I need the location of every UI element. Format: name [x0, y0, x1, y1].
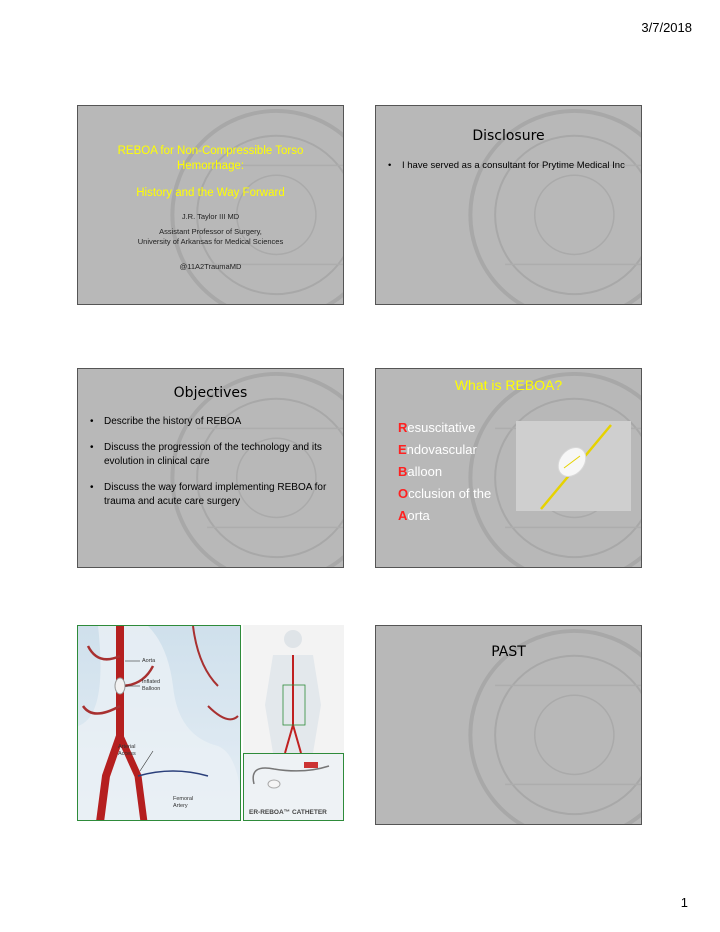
author-name: J.R. Taylor III MD: [181, 212, 240, 221]
acronym-letter: R: [398, 420, 408, 435]
slide-disclosure: [375, 105, 642, 305]
list-item: [90, 481, 335, 509]
aorta-anatomy-illustration: [77, 625, 241, 821]
bullet-icon: •: [90, 416, 94, 427]
title-line-2: Hemorrhage:: [176, 160, 245, 172]
slide-what-is-reboa: [375, 368, 642, 568]
acronym-line: [398, 483, 491, 505]
acronym-word: ndovascular: [406, 442, 477, 457]
label-balloon: Balloon: [142, 686, 161, 692]
objectives-list: [90, 415, 335, 521]
slide-heading: Objectives: [173, 385, 248, 401]
catheter-label: ER-REBOA™ CATHETER: [249, 809, 327, 816]
bullet-text: I have served as a consultant for Prytime Medical Inc: [402, 160, 625, 171]
author-handle: @11A2TraumaMD: [179, 262, 242, 271]
balloon-catheter-image: [516, 421, 631, 511]
acronym-word: esuscitative: [407, 420, 476, 435]
bullet-icon: •: [388, 160, 392, 171]
acronym-line: [398, 461, 491, 483]
label-inflated: Inflated: [142, 679, 161, 685]
acronym-letter: A: [398, 508, 408, 523]
bullet-item: [388, 158, 633, 173]
acronym-line: [398, 439, 491, 461]
label-arterial: Arterial: [118, 744, 136, 750]
acronym-line: [398, 417, 491, 439]
acronym-word: cclusion of the: [408, 486, 492, 501]
acronym-letter: O: [398, 486, 409, 501]
title-line-1: REBOA for Non-Compressible Torso: [117, 145, 304, 157]
presentation-title: [88, 144, 333, 174]
author-position-1: Assistant Professor of Surgery,: [159, 227, 262, 236]
bullet-icon: •: [90, 442, 94, 453]
label-artery: Artery: [173, 803, 188, 809]
label-access: Access: [118, 751, 136, 757]
presentation-subtitle: History and the Way Forward: [136, 187, 285, 199]
bullet-text: Discuss the way forward implementing REBOA for trauma and acute care surgery: [104, 482, 327, 507]
catheter-product-image: [243, 753, 344, 821]
list-item: [90, 441, 335, 469]
acronym-line: [398, 505, 491, 527]
list-item: [90, 415, 335, 429]
slide-title: [77, 105, 344, 305]
acronym-word: alloon: [407, 464, 443, 479]
slide-heading: PAST: [491, 644, 526, 660]
page-number: 1: [680, 895, 688, 910]
acronym-letter: E: [398, 442, 407, 457]
slide-past: [375, 625, 642, 825]
reboa-acronym: [398, 417, 491, 527]
body-figure-illustration: [243, 625, 344, 753]
slide-objectives: [77, 368, 344, 568]
slide-reboa-illustration: [77, 625, 344, 825]
bullet-icon: •: [90, 482, 94, 493]
bullet-text: Describe the history of REBOA: [104, 416, 242, 427]
bullet-text: Discuss the progression of the technology and its evolution in clinical care: [104, 442, 322, 467]
slide-heading: Disclosure: [472, 128, 545, 144]
page-date: 3/7/2018: [641, 20, 692, 35]
acronym-letter: B: [398, 464, 408, 479]
label-aorta: Aorta: [142, 658, 156, 664]
author-position-2: University of Arkansas for Medical Sciences: [137, 237, 284, 246]
slide-heading: What is REBOA?: [454, 377, 563, 393]
acronym-word: orta: [407, 508, 430, 523]
label-femoral: Femoral: [173, 796, 194, 802]
